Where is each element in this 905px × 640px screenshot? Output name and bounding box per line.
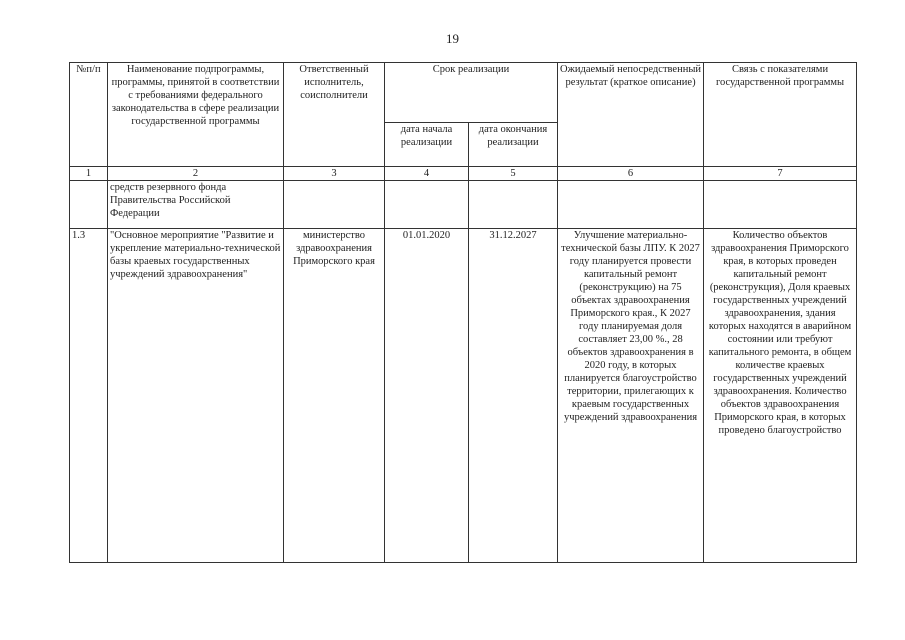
header-num: №п/п	[70, 63, 108, 167]
column-number: 6	[558, 167, 704, 181]
column-number-row	[70, 167, 857, 181]
row-link: Количество объектов здравоохранения Приморского края, в которых проведен капитальный ремонт (реконструкция), Доля краевых государственных учреждений здравоохранения, здания которых находятся в аварийном состоянии или требуют капитального ремонта, в общем количестве краевых государственных учреждений здравоохранения. Количество объектов здравоохранения Приморского края, в которых проведено благоустройство	[704, 229, 857, 563]
header-row-1	[70, 63, 857, 123]
row-num	[70, 181, 108, 229]
row-responsible	[284, 181, 385, 229]
row-responsible: министерство здравоохранения Приморского края	[284, 229, 385, 563]
column-number: 5	[469, 167, 558, 181]
header-end: дата окончания реализации	[469, 123, 558, 167]
column-number: 4	[385, 167, 469, 181]
header-result: Ожидаемый непосредственный результат (краткое описание)	[558, 63, 704, 167]
column-number: 1	[70, 167, 108, 181]
row-start	[385, 181, 469, 229]
column-number: 3	[284, 167, 385, 181]
table-row	[70, 181, 857, 229]
table-row	[70, 229, 857, 563]
row-start: 01.01.2020	[385, 229, 469, 563]
page-number: 19	[446, 31, 459, 46]
program-table	[69, 62, 857, 563]
column-number: 7	[704, 167, 857, 181]
header-period: Срок реализации	[385, 63, 558, 123]
row-result	[558, 181, 704, 229]
header-responsible: Ответственный исполнитель, соисполнители	[284, 63, 385, 167]
row-num: 1.3	[70, 229, 108, 563]
header-link: Связь с показателями государственной программы	[704, 63, 857, 167]
row-result: Улучшение материально-технической базы ЛПУ. К 2027 году планируется провести капитальный ремонт (реконструкцию) на 75 объектах здравоохранения Приморского края., К 2027 году планируемая доля составляет 23,00 %., 28 объектов здравоохранения в 2020 году, в которых планируется благоустройство территории, прилегающих к краевым государственных учреждений здравоохранения	[558, 229, 704, 563]
row-name: средств резервного фонда Правительства Российской Федерации	[108, 181, 284, 229]
column-number: 2	[108, 167, 284, 181]
row-link	[704, 181, 857, 229]
header-start: дата начала реализации	[385, 123, 469, 167]
header-name: Наименование подпрограммы, программы, принятой в соответствии с требованиями федерального законодательства в сфере реализации государственной программы	[108, 63, 284, 167]
row-name: "Основное мероприятие "Развитие и укрепление материально-технической базы краевых государственных учреждений здравоохранения"	[108, 229, 284, 563]
row-end: 31.12.2027	[469, 229, 558, 563]
row-end	[469, 181, 558, 229]
